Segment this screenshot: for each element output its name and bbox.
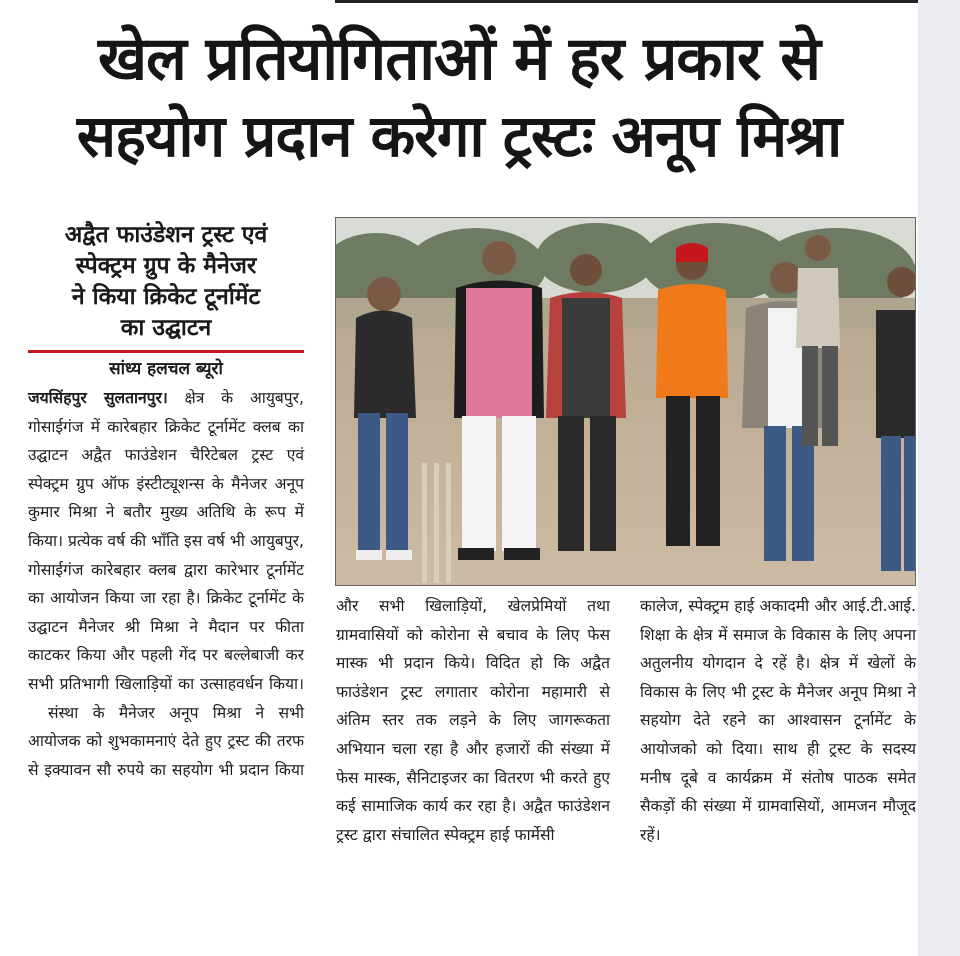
top-divider bbox=[335, 0, 918, 3]
article-paragraph-1 bbox=[28, 384, 304, 699]
player-7 bbox=[876, 267, 916, 571]
subheadline-line-2: स्पेक्ट्रम ग्रुप के मैनेजर bbox=[75, 253, 257, 279]
article-column-3-text: कालेज, स्पेक्ट्रम हाई अकादमी और आई.टी.आई. शिक्षा के क्षेत्र में समाज के विकास के लिए अपना अतुलनीय योगदान दे रहें है। क्षेत्र में खेलों के विकास के लिए भी ट्रस्ट के मैनेजर अनूप मिश्रा ने सहयोग देते रहने का आश्वासन टूर्नामेंट के आयोजको को दिया। साथ ही ट्रस्ट के सदस्य मनीष दूबे व कार्यक्रम में संतोष पाठक समेत सैकड़ों की संख्या में ग्रामवासियों, आमजन मौजूद रहें। bbox=[640, 597, 916, 844]
subheadline-divider bbox=[28, 350, 304, 353]
article-column-2-text: और सभी खिलाड़ियों, खेलप्रेमियों तथा ग्रामवासियों को कोरोना से बचाव के लिए फेस मास्क भी प्रदान किये। विदित हो कि अद्वैत फाउंडेशन ट्रस्ट लगातार कोरोना महामारी से अंतिम स्तर तक लड़ने के लिए जागरूकता अभियान चला रहा है और हजारों की संख्या में फेस मास्क, सैनिटाइजर का वितरण भी करते हुए कई सामाजिक कार्य कर रहा है। अद्वैत फाउंडेशन ट्रस्ट द्वारा संचालित स्पेक्ट्रम हाई फार्मेसी bbox=[336, 597, 610, 844]
byline: सांध्य हलचल ब्यूरो bbox=[109, 359, 223, 379]
paragraph-1-text: क्षेत्र के आयुबपुर, गोसाईगंज में कारेबहार क्रिकेट टूर्नामेंट क्लब का उद्घाटन अद्वैत फाउंडेशन चैरिटेबल ट्रस्ट एवं स्पेक्ट्रम ग्रुप ऑफ इंस्टीट्यूशन्स के मैनेजर अनूप कुमार मिश्रा ने बतौर मुख्य अतिथि के रूप में किया। प्रत्येक वर्ष की भाँति इस वर्ष भी आयुबपुर, गोसाईगंज कारेबहार क्लब द्वारा कारेभार टूर्नामेंट का आयोजन किया जा रहा है। क्रिकेट टूर्नामेंट के उद्घाटन मैनेजर श्री मिश्रा ने मैदान पर फीता काटकर किया और पहली गेंद पर बल्लेबाजी कर सभी प्रतिभागी खिलाड़ियों का उत्साहवर्धन किया। bbox=[28, 389, 304, 693]
subheadline-line-1: अद्वैत फाउंडेशन ट्रस्ट एवं bbox=[64, 222, 268, 248]
subheadline bbox=[28, 220, 304, 344]
page-margin bbox=[918, 0, 960, 956]
article-column-1 bbox=[28, 384, 304, 784]
subheadline-line-4: का उद्घाटन bbox=[120, 315, 212, 341]
next-article-edge bbox=[0, 944, 918, 956]
stumps bbox=[422, 463, 451, 583]
headline bbox=[0, 22, 918, 176]
article-column-2 bbox=[336, 592, 610, 849]
subheadline-line-3: ने किया क्रिकेट टूर्नामेंट bbox=[71, 284, 261, 310]
event-photo bbox=[335, 217, 916, 586]
headline-line-2: सहयोग प्रदान करेगा ट्रस्टः अनूप मिश्रा bbox=[76, 102, 842, 170]
dateline: जयसिंहपुर सुलतानपुर। bbox=[28, 389, 168, 407]
article-column-3 bbox=[640, 592, 916, 849]
cricket-inauguration-photo bbox=[336, 218, 916, 586]
headline-line-1: खेल प्रतियोगिताओं में हर प्रकार से bbox=[98, 24, 820, 94]
article-paragraph-2: संस्था के मैनेजर अनूप मिश्रा ने सभी आयोजक को शुभकामनाएं देते हुए ट्रस्ट की तरफ से इक्यावन सौ रुपये का सहयोग भी प्रदान किया bbox=[28, 703, 304, 779]
